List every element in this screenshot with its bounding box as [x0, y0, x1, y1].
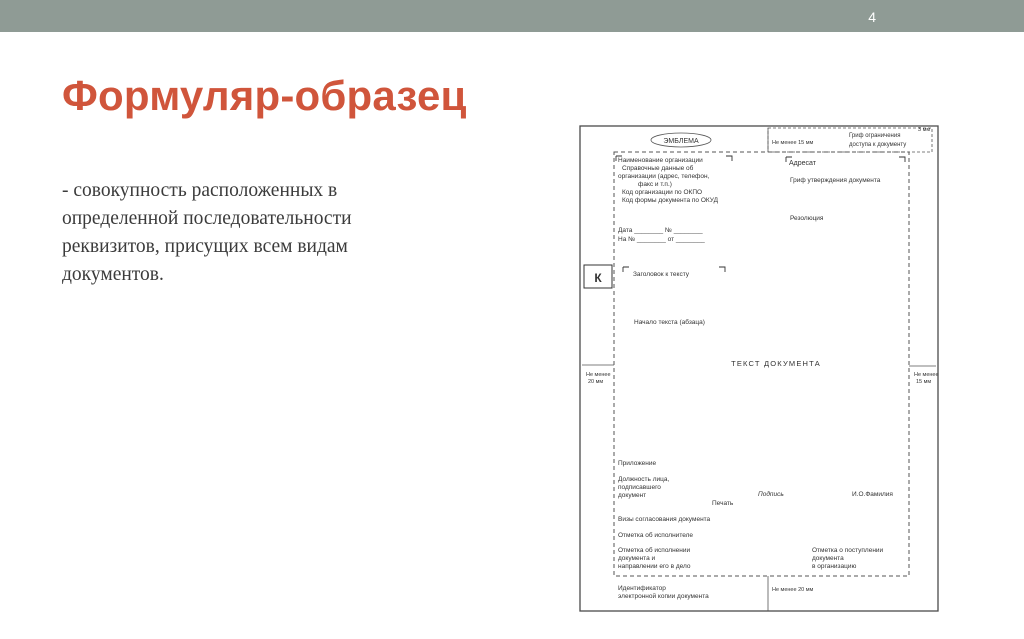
control-mark-label: К [594, 271, 602, 285]
left-margin-label: Не менее [586, 372, 611, 378]
text-heading-label: Заголовок к тексту [633, 271, 690, 278]
definition-line: документов. [62, 264, 164, 285]
access-restriction-line: Гриф ограничения [849, 133, 901, 139]
executor-label: Отметка об исполнителе [618, 532, 694, 539]
emblem-label: ЭМБЛЕМА [663, 138, 699, 145]
top-margin-label: Не менее 15 мм [772, 140, 814, 146]
definition-text [62, 177, 462, 289]
approval-visas-label: Визы согласования документа [618, 516, 711, 523]
definition-line: определенной последовательности [62, 208, 352, 229]
document-text-label: ТЕКСТ ДОКУМЕНТА [731, 359, 821, 368]
signatory-line: Должность лица, [618, 476, 670, 483]
execution-mark-line: направлении его в дело [618, 563, 691, 570]
form-sample-svg [566, 120, 946, 620]
org-line: Наименование организации [618, 157, 703, 164]
execution-mark-line: Отметка об исполнении [618, 547, 691, 554]
top-right-margin-label: 3 мм [918, 127, 931, 133]
slide-title: Формуляр-образец [62, 72, 467, 119]
org-line: Справочные данные об [622, 165, 694, 172]
signatory-line: подписавшего [618, 484, 661, 491]
addressee-label: Адресат [789, 160, 816, 167]
receipt-mark-line: документа [812, 555, 844, 562]
signatory-line: документ [618, 492, 647, 499]
document-form-diagram [566, 120, 946, 620]
stamp-label: Печать [712, 500, 734, 507]
org-line: факс и т.п.) [638, 181, 672, 188]
full-name-label: И.О.Фамилия [852, 491, 893, 498]
access-restriction-line: доступа к документу [849, 142, 907, 148]
org-line: Код формы документа по ОКУД [622, 197, 718, 204]
execution-mark-line: документа и [618, 555, 656, 562]
org-line: организации (адрес, телефон, [618, 173, 710, 180]
receipt-mark-line: Отметка о поступлении [812, 547, 884, 554]
approval-stamp-label: Гриф утверждения документа [790, 177, 881, 184]
signature-label: Подпись [758, 491, 784, 498]
definition-line: - совокупность расположенных в [62, 180, 338, 201]
electronic-id-line: Идентификатор [618, 585, 666, 592]
bottom-margin-label: Не менее 20 мм [772, 587, 814, 593]
org-line: Код организации по ОКПО [622, 189, 703, 196]
electronic-id-line: электронной копии документа [618, 593, 709, 600]
right-margin-label: 15 мм [916, 379, 932, 385]
top-bar [0, 0, 1024, 32]
right-margin-label: Не менее [914, 372, 939, 378]
slide-number: 4 [868, 9, 876, 25]
receipt-mark-line: в организацию [812, 563, 857, 570]
text-start-label: Начало текста (абзаца) [634, 319, 705, 326]
ref-line: На № ________ от ________ [618, 236, 705, 243]
resolution-label: Резолюция [790, 215, 824, 222]
date-line: Дата ________ № ________ [618, 227, 703, 234]
definition-line: реквизитов, присущих всем видам [62, 236, 348, 257]
appendix-label: Приложение [618, 460, 657, 467]
left-margin-label: 20 мм [588, 379, 604, 385]
